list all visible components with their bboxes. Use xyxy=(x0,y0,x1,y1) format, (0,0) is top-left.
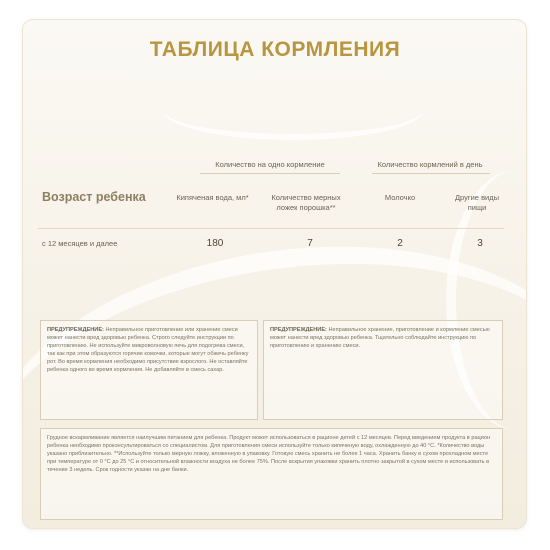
table-divider xyxy=(38,228,504,229)
table-row-age: с 12 месяцев и далее xyxy=(42,239,118,248)
warning-box-left xyxy=(40,320,258,420)
column-header-milk: Молочко xyxy=(384,193,416,202)
column-header-water: Кипяченая вода, мл* xyxy=(176,193,249,202)
group-underline-portion xyxy=(200,173,340,174)
warning-text-right: Неправильное хранение, приготовление и кормление смесью может нанести вред здоровью ребенка. Тщательно соблюдайте инструкцию по приготовлению и хранению смеси. xyxy=(270,327,490,349)
group-header-portion: Количество на одно кормление xyxy=(215,160,325,169)
table-cell-other: 3 xyxy=(477,238,483,249)
group-header-day: Количество кормлений в день xyxy=(377,160,483,169)
info-text-bottom: Грудное вскармливание является наилучшим питанием для ребенка. Продукт может использоваться в рационе детей с 12 месяцев. Перед введением продукта в рацион ребенка необходимо проконсультироваться со специалистом. Для приготовления смеси используйте только кипяченую воду, охлажденную до 40 °C. *Количество воды указано приблизительно. **Используйте только мерную ложку, вложенную в упаковку. Готовую смесь хранить не более 1 часа. Хранить банку в сухом прохладном месте при температуре от 0 °C до 25 °C и относительной влажности воздуха не более 75%. После вскрытия упаковки хранить плотно закрытой в сухом месте и использовать в течение 3 недель. Срок годности указан на дне банки. xyxy=(47,435,491,473)
warning-label-left: ПРЕДУПРЕЖДЕНИЕ: xyxy=(47,327,104,333)
page-title: ТАБЛИЦА КОРМЛЕНИЯ xyxy=(149,38,401,61)
table-cell-scoops: 7 xyxy=(307,238,313,249)
warning-label-right: ПРЕДУПРЕЖДЕНИЕ: xyxy=(270,327,327,333)
info-box-bottom xyxy=(40,428,503,520)
group-underline-day xyxy=(372,173,490,174)
decorative-swirl-top xyxy=(163,80,423,140)
column-header-scoops: Количество мерных ложек порошка** xyxy=(271,193,341,212)
table-cell-water: 180 xyxy=(206,238,224,249)
warning-box-right xyxy=(263,320,503,420)
column-header-other: Другие виды пищи xyxy=(454,193,500,212)
age-header: Возраст ребенка xyxy=(42,190,146,204)
table-cell-milk: 2 xyxy=(397,238,403,249)
warning-text-left: Неправильное приготовление или хранение смеси может нанести вред здоровью ребенка. Строго следуйте инструкции по приготовлению. Не используйте микроволновую печь для подогрева смеси, так как при этом образуются горячие комочки, которые могут обжечь ребенку рот. Во время кормления необходимо присутствие взрослого. Не оставляйте ребенка одного во время кормления. Не добавляйте в смесь сахар. xyxy=(47,327,249,373)
